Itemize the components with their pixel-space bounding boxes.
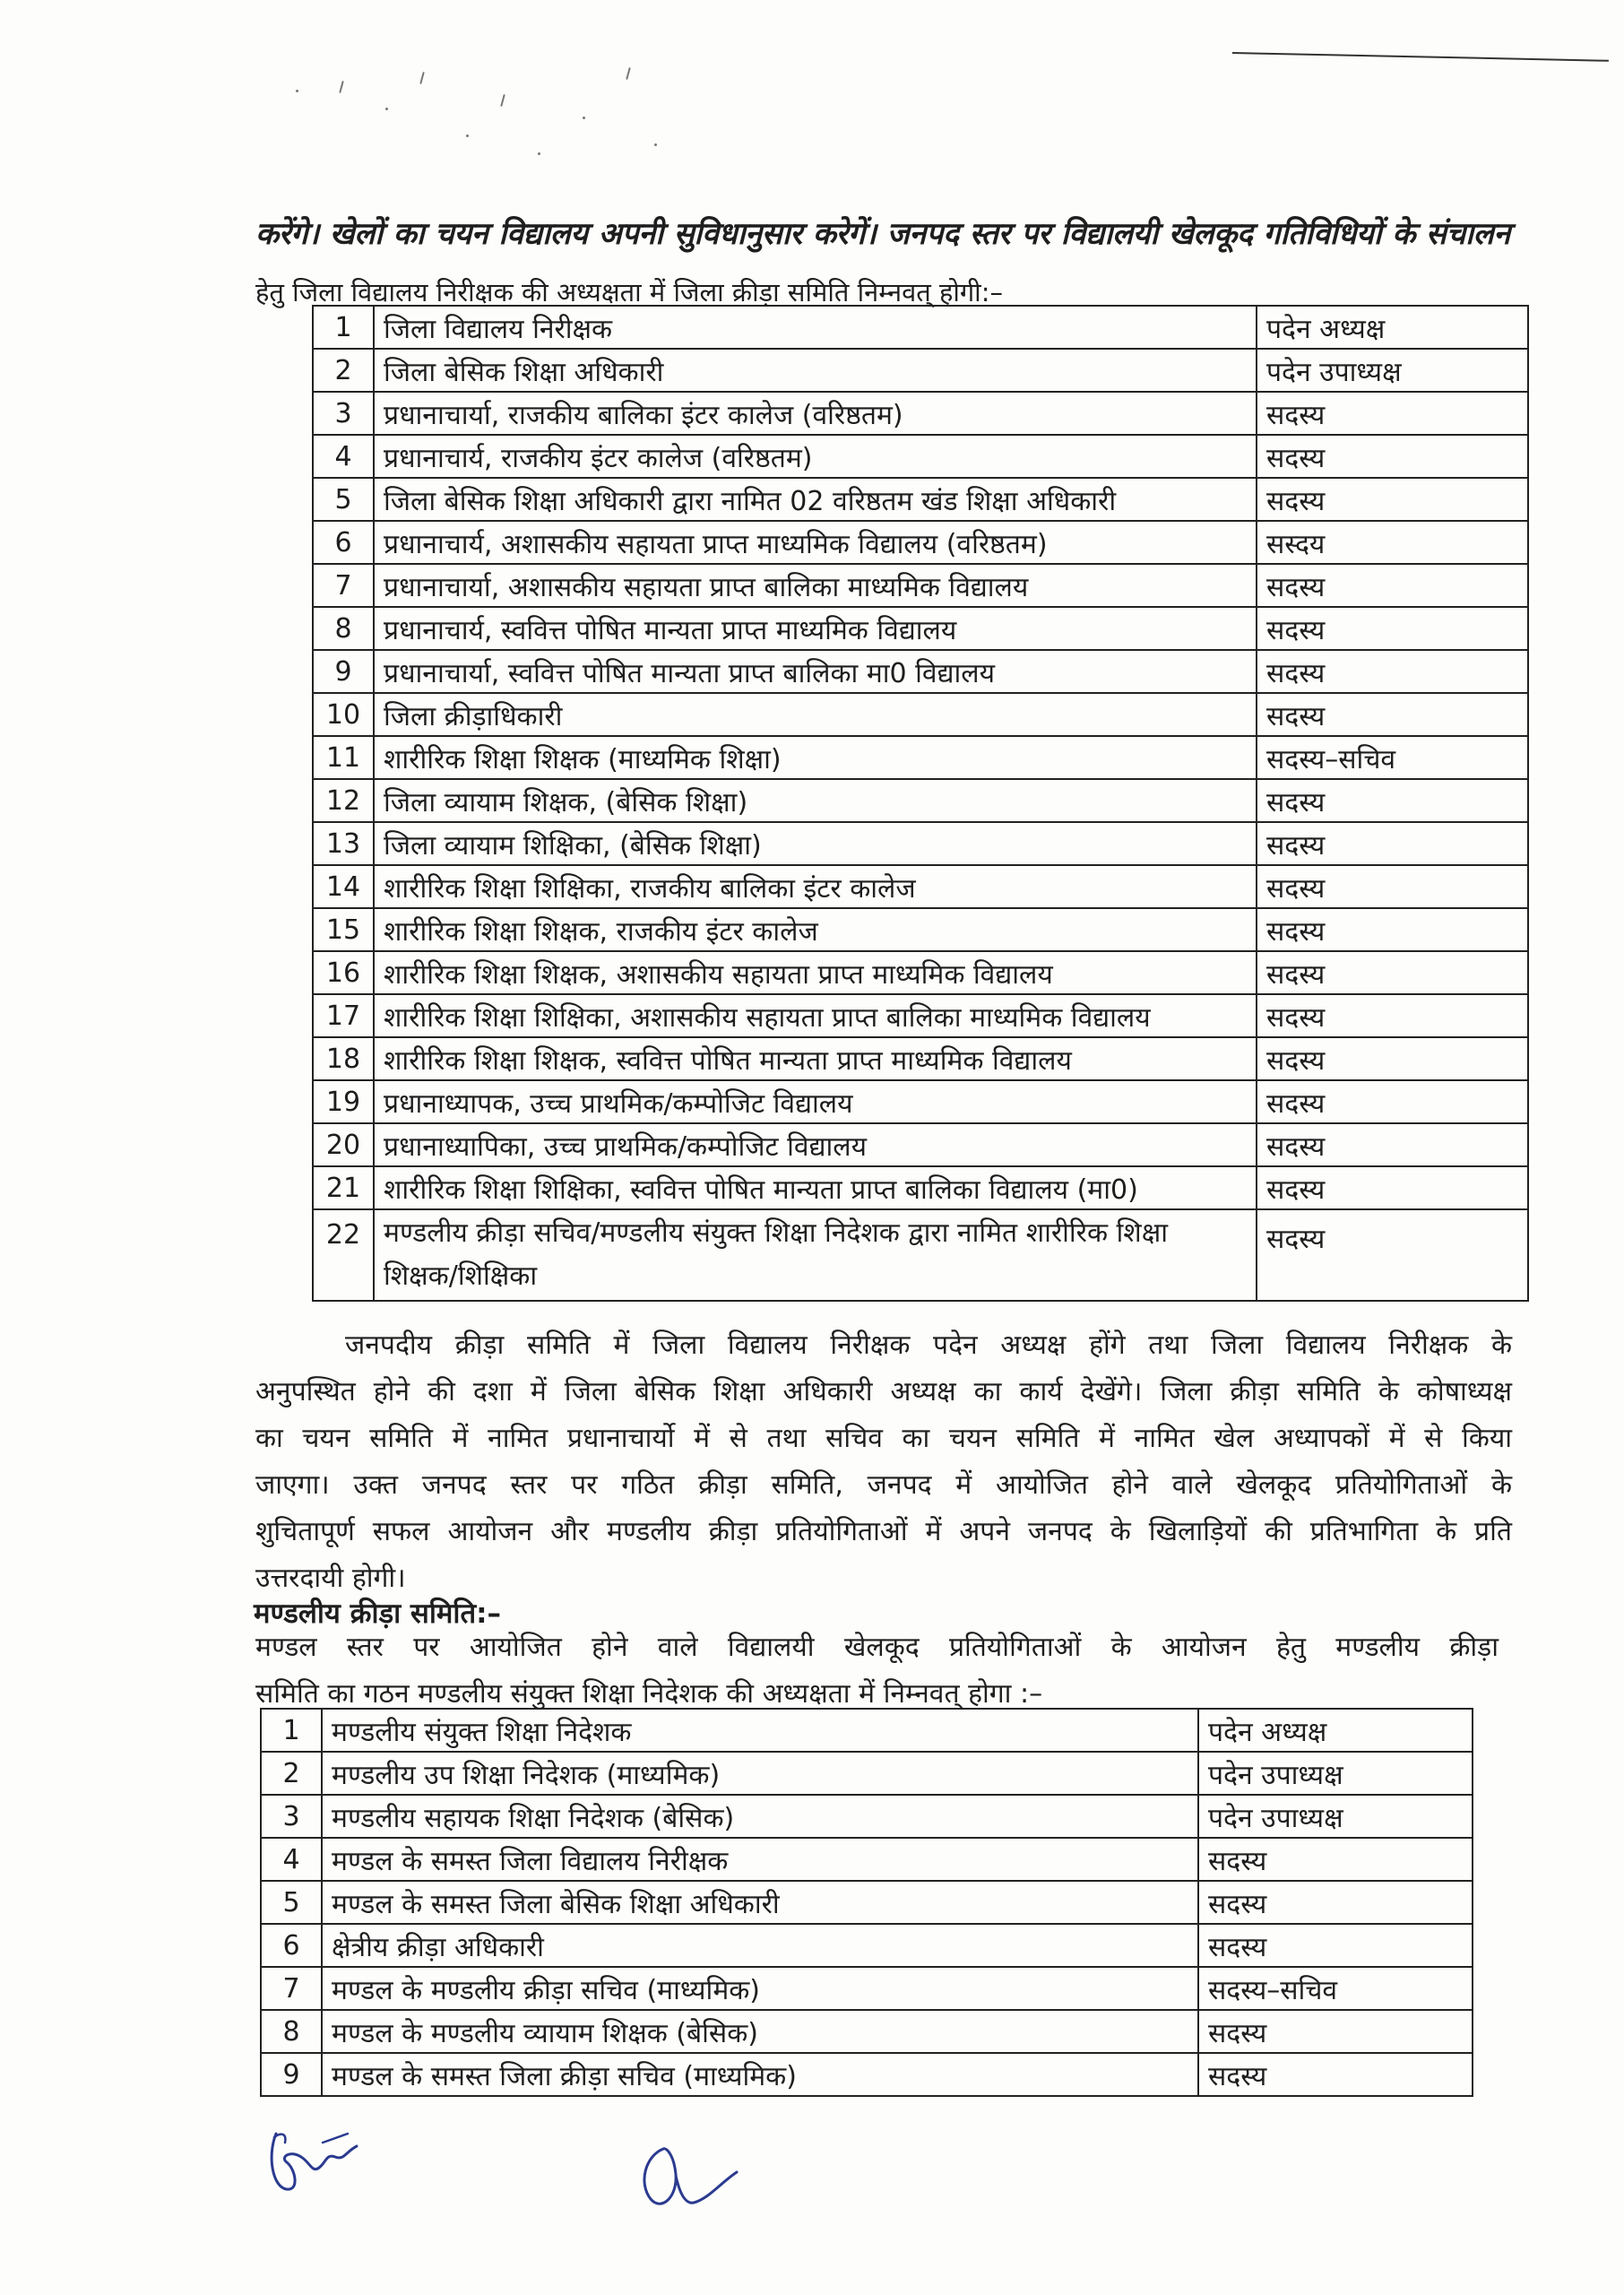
table-row xyxy=(261,2053,1473,2096)
member-cell: प्रधानाचार्य, अशासकीय सहायता प्राप्त माध्यमिक विद्यालय (वरिष्ठतम) xyxy=(374,521,1257,564)
table-row xyxy=(313,392,1528,435)
table-row xyxy=(261,1838,1473,1881)
member-cell: जिला विद्यालय निरीक्षक xyxy=(374,306,1257,349)
member-cell: प्रधानाचार्य, स्ववित्त पोषित मान्यता प्राप्त माध्यमिक विद्यालय xyxy=(374,607,1257,650)
district-committee-paragraph xyxy=(255,1322,1512,1602)
row-number: 20 xyxy=(313,1123,374,1166)
member-cell: शारीरिक शिक्षा शिक्षिका, अशासकीय सहायता प्राप्त बालिका माध्यमिक विद्यालय xyxy=(374,994,1257,1037)
role-cell: सदस्य xyxy=(1257,478,1528,521)
table-row xyxy=(261,1967,1473,2010)
intro-text-2: हेतु जिला विद्यालय निरीक्षक की अध्यक्षता में जिला क्रीड़ा समिति निम्नवत् होगी:– xyxy=(255,277,1003,307)
role-cell: सदस्य xyxy=(1257,392,1528,435)
member-cell: जिला बेसिक शिक्षा अधिकारी xyxy=(374,349,1257,392)
paragraph-line: उत्तरदायी होगी। xyxy=(255,1563,406,1594)
table-row xyxy=(313,521,1528,564)
role-cell: पदेन उपाध्यक्ष xyxy=(1198,1752,1473,1795)
row-number: 1 xyxy=(313,306,374,349)
member-cell: मण्डल के मण्डलीय व्यायाम शिक्षक (बेसिक) xyxy=(322,2010,1198,2053)
intro-line-1 xyxy=(255,211,1510,257)
member-cell: मण्डलीय सहायक शिक्षा निदेशक (बेसिक) xyxy=(322,1795,1198,1838)
row-number: 7 xyxy=(313,564,374,607)
row-number: 10 xyxy=(313,693,374,736)
row-number: 5 xyxy=(261,1881,322,1924)
role-cell: सदस्य xyxy=(1198,1924,1473,1967)
row-number: 8 xyxy=(261,2010,322,2053)
row-number: 6 xyxy=(261,1924,322,1967)
member-cell: जिला व्यायाम शिक्षिका, (बेसिक शिक्षा) xyxy=(374,822,1257,865)
role-cell: सदस्य xyxy=(1257,650,1528,693)
role-cell: सदस्य xyxy=(1257,822,1528,865)
table-row xyxy=(261,1881,1473,1924)
division-committee-paragraph xyxy=(255,1624,1499,1718)
scan-noise xyxy=(287,54,690,188)
member-cell: जिला क्रीड़ाधिकारी xyxy=(374,693,1257,736)
row-number: 2 xyxy=(261,1752,322,1795)
paragraph-line: मण्डल स्तर पर आयोजित होने वाले विद्यालयी खेलकूद प्रतियोगिताओं के आयोजन हेतु मण्डलीय क्रीड़ा xyxy=(255,1632,1499,1663)
role-cell: पदेन उपाध्यक्ष xyxy=(1198,1795,1473,1838)
row-number: 7 xyxy=(261,1967,322,2010)
table-row xyxy=(313,435,1528,478)
role-cell: सदस्य xyxy=(1257,1123,1528,1166)
role-cell: सदस्य xyxy=(1198,1838,1473,1881)
member-cell: मण्डल के मण्डलीय क्रीड़ा सचिव (माध्यमिक) xyxy=(322,1967,1198,2010)
paragraph-line: जाएगा। उक्त जनपद स्तर पर गठित क्रीड़ा समिति, जनपद में आयोजित होने वाले खेलकूद प्रतियोगिताओं के xyxy=(255,1469,1512,1501)
row-number: 9 xyxy=(261,2053,322,2096)
member-cell: जिला बेसिक शिक्षा अधिकारी द्वारा नामित 02 वरिष्ठतम खंड शिक्षा अधिकारी xyxy=(374,478,1257,521)
table-row xyxy=(261,1709,1473,1752)
district-committee-table xyxy=(312,305,1529,1302)
table-row xyxy=(313,1166,1528,1209)
table-row xyxy=(313,1037,1528,1080)
row-number: 14 xyxy=(313,865,374,908)
member-cell: क्षेत्रीय क्रीड़ा अधिकारी xyxy=(322,1924,1198,1967)
division-committee-heading: मण्डलीय क्रीड़ा समिति:– xyxy=(254,1598,502,1630)
row-number: 9 xyxy=(313,650,374,693)
member-cell: शारीरिक शिक्षा शिक्षिका, स्ववित्त पोषित मान्यता प्राप्त बालिका विद्यालय (मा0) xyxy=(374,1166,1257,1209)
table-row xyxy=(313,779,1528,822)
table-row xyxy=(313,607,1528,650)
member-cell: शारीरिक शिक्षा शिक्षिका, राजकीय बालिका इंटर कालेज xyxy=(374,865,1257,908)
table-row xyxy=(313,822,1528,865)
row-number: 6 xyxy=(313,521,374,564)
row-number: 17 xyxy=(313,994,374,1037)
table-row xyxy=(313,736,1528,779)
handwritten-signature-left xyxy=(260,2107,367,2205)
role-cell: पदेन अध्यक्ष xyxy=(1257,306,1528,349)
table-row xyxy=(261,2010,1473,2053)
paragraph-line: जनपदीय क्रीड़ा समिति में जिला विद्यालय निरीक्षक पदेन अध्यक्ष होंगे तथा जिला विद्यालय निरीक्षक के xyxy=(345,1329,1512,1361)
role-cell: सदस्य xyxy=(1257,1209,1528,1301)
member-cell: मण्डलीय क्रीड़ा सचिव/मण्डलीय संयुक्त शिक्षा निदेशक द्वारा नामित शारीरिक शिक्षा शिक्षक/शिक्षिका xyxy=(374,1209,1257,1301)
division-committee-table xyxy=(260,1708,1473,2097)
member-cell: प्रधानाचार्या, अशासकीय सहायता प्राप्त बालिका माध्यमिक विद्यालय xyxy=(374,564,1257,607)
role-cell: सदस्य xyxy=(1257,1166,1528,1209)
table-row xyxy=(313,951,1528,994)
role-cell: सदस्य xyxy=(1198,2053,1473,2096)
table-row xyxy=(313,1209,1528,1301)
table-row xyxy=(313,994,1528,1037)
member-cell: जिला व्यायाम शिक्षक, (बेसिक शिक्षा) xyxy=(374,779,1257,822)
member-cell: शारीरिक शिक्षा शिक्षक, स्ववित्त पोषित मान्यता प्राप्त माध्यमिक विद्यालय xyxy=(374,1037,1257,1080)
role-cell: सदस्य–सचिव xyxy=(1198,1967,1473,2010)
row-number: 19 xyxy=(313,1080,374,1123)
member-cell: मण्डल के समस्त जिला बेसिक शिक्षा अधिकारी xyxy=(322,1881,1198,1924)
member-cell: शारीरिक शिक्षा शिक्षक (माध्यमिक शिक्षा) xyxy=(374,736,1257,779)
role-cell: सदस्य xyxy=(1198,1881,1473,1924)
table-row xyxy=(261,1795,1473,1838)
paragraph-line: समिति का गठन मण्डलीय संयुक्त शिक्षा निदेशक की अध्यक्षता में निम्नवत् होगा :– xyxy=(255,1678,1043,1710)
paragraph-line: का चयन समिति में नामित प्रधानाचार्यो में से तथा सचिव का चयन समिति में नामित खेल अध्यापकों में से किया xyxy=(255,1423,1512,1454)
member-cell: प्रधानाचार्या, राजकीय बालिका इंटर कालेज (वरिष्ठतम) xyxy=(374,392,1257,435)
row-number: 1 xyxy=(261,1709,322,1752)
role-cell: सदस्य xyxy=(1257,564,1528,607)
member-cell: मण्डलीय संयुक्त शिक्षा निदेशक xyxy=(322,1709,1198,1752)
table-row xyxy=(313,865,1528,908)
row-number: 18 xyxy=(313,1037,374,1080)
row-number: 2 xyxy=(313,349,374,392)
scan-edge-line xyxy=(1232,52,1609,62)
row-number: 16 xyxy=(313,951,374,994)
role-cell: सदस्य xyxy=(1257,1037,1528,1080)
table-row xyxy=(313,650,1528,693)
table-row xyxy=(313,478,1528,521)
row-number: 8 xyxy=(313,607,374,650)
member-cell: शारीरिक शिक्षा शिक्षक, राजकीय इंटर कालेज xyxy=(374,908,1257,951)
row-number: 4 xyxy=(261,1838,322,1881)
handwritten-signature-right xyxy=(627,2120,744,2219)
role-cell: सदस्य xyxy=(1257,908,1528,951)
member-cell: प्रधानाध्यापक, उच्च प्राथमिक/कम्पोजिट विद्यालय xyxy=(374,1080,1257,1123)
role-cell: सदस्य xyxy=(1257,994,1528,1037)
table-row xyxy=(313,349,1528,392)
row-number: 15 xyxy=(313,908,374,951)
table-row xyxy=(313,564,1528,607)
intro-text-1: करेंगे। खेलों का चयन विद्यालय अपनी सुविधानुसार करेगें। जनपद स्तर पर विद्यालयी खेलकूद गतिविधियों के संचालन xyxy=(255,216,1510,252)
row-number: 13 xyxy=(313,822,374,865)
row-number: 4 xyxy=(313,435,374,478)
member-cell: प्रधानाचार्य, राजकीय इंटर कालेज (वरिष्ठतम) xyxy=(374,435,1257,478)
paragraph-line: शुचितापूर्ण सफल आयोजन और मण्डलीय क्रीड़ा प्रतियोगिताओं में अपने जनपद के खिलाड़ियों की प्रतिभागिता के प्रति xyxy=(255,1516,1512,1547)
paragraph-line: अनुपस्थित होने की दशा में जिला बेसिक शिक्षा अधिकारी अध्यक्ष का कार्य देखेंगे। जिला क्रीड़ा समिति के कोषाध्यक्ष xyxy=(255,1376,1512,1407)
table-row xyxy=(261,1924,1473,1967)
row-number: 22 xyxy=(313,1209,374,1301)
role-cell: सदस्य xyxy=(1198,2010,1473,2053)
table-row xyxy=(313,306,1528,349)
role-cell: सदस्य xyxy=(1257,693,1528,736)
row-number: 11 xyxy=(313,736,374,779)
member-cell: मण्डल के समस्त जिला क्रीड़ा सचिव (माध्यमिक) xyxy=(322,2053,1198,2096)
table-row xyxy=(261,1752,1473,1795)
row-number: 21 xyxy=(313,1166,374,1209)
member-cell: मण्डलीय उप शिक्षा निदेशक (माध्यमिक) xyxy=(322,1752,1198,1795)
role-cell: पदेन उपाध्यक्ष xyxy=(1257,349,1528,392)
role-cell: सदस्य–सचिव xyxy=(1257,736,1528,779)
row-number: 3 xyxy=(313,392,374,435)
row-number: 12 xyxy=(313,779,374,822)
table-row xyxy=(313,908,1528,951)
row-number: 3 xyxy=(261,1795,322,1838)
row-number: 5 xyxy=(313,478,374,521)
table-row xyxy=(313,693,1528,736)
table-row xyxy=(313,1123,1528,1166)
role-cell: सदस्य xyxy=(1257,951,1528,994)
role-cell: पदेन अध्यक्ष xyxy=(1198,1709,1473,1752)
role-cell: सस्दय xyxy=(1257,521,1528,564)
member-cell: मण्डल के समस्त जिला विद्यालय निरीक्षक xyxy=(322,1838,1198,1881)
member-cell: शारीरिक शिक्षा शिक्षक, अशासकीय सहायता प्राप्त माध्यमिक विद्यालय xyxy=(374,951,1257,994)
member-cell: प्रधानाचार्या, स्ववित्त पोषित मान्यता प्राप्त बालिका मा0 विद्यालय xyxy=(374,650,1257,693)
member-cell: प्रधानाध्यापिका, उच्च प्राथमिक/कम्पोजिट विद्यालय xyxy=(374,1123,1257,1166)
role-cell: सदस्य xyxy=(1257,435,1528,478)
table-row xyxy=(313,1080,1528,1123)
role-cell: सदस्य xyxy=(1257,865,1528,908)
role-cell: सदस्य xyxy=(1257,607,1528,650)
role-cell: सदस्य xyxy=(1257,1080,1528,1123)
role-cell: सदस्य xyxy=(1257,779,1528,822)
